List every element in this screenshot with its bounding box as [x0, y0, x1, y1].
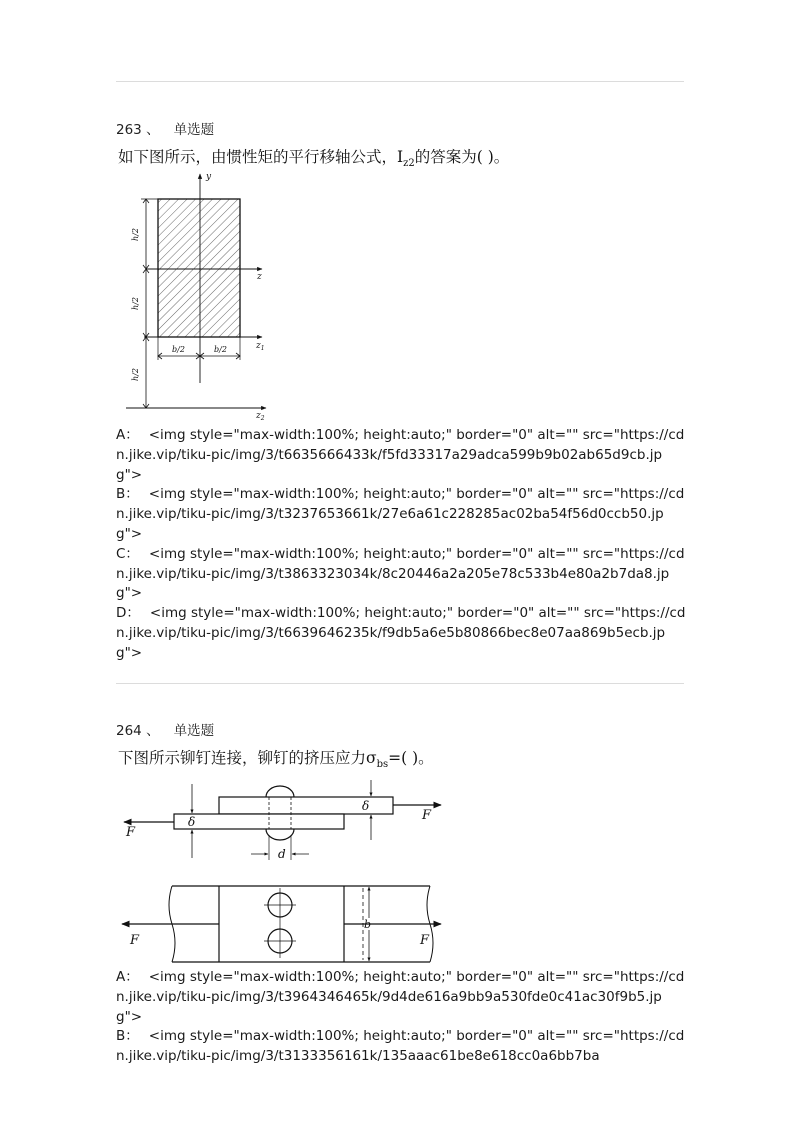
question-type: 单选题 — [173, 122, 215, 138]
question-header-264 — [116, 719, 214, 739]
z-axis-label: z — [257, 272, 262, 282]
lower-plate — [174, 814, 344, 829]
b-half-label-right: b/2 — [214, 345, 227, 354]
h-half-label-middle: h/2 — [131, 297, 140, 310]
force-label-right-top-view: F — [420, 933, 430, 948]
question-divider — [116, 683, 684, 684]
force-label-left: F — [126, 825, 136, 840]
force-label-left-top-view: F — [130, 933, 140, 948]
options-263 — [116, 426, 686, 664]
delta-label-upper: δ — [362, 799, 370, 813]
z1-axis-label: $z_1$ — [256, 341, 265, 352]
force-label-right: F — [422, 808, 432, 823]
option-a[interactable]: A： <img style="max-width:100%; height:auto;" border="0" alt="" src="https://cdn.jike.vip/tiku-pic/img/3/t6635666433k/f5fd33317a29adca599b9b02ab65d9cb.jpg"> — [116, 427, 685, 483]
question-type: 单选题 — [173, 723, 215, 739]
top-divider — [116, 81, 684, 82]
option-d[interactable]: D： <img style="max-width:100%; height:auto;" border="0" alt="" src="https://cdn.jike.vip/tiku-pic/img/3/t6639646235k/f9db5a6e5b80866bec8e07aa869b5ecb.jpg"> — [116, 605, 686, 661]
option-b[interactable]: B： <img style="max-width:100%; height:auto;" border="0" alt="" src="https://cdn.jike.vip/tiku-pic/img/3/t3133356161k/135aaac61be8e618cc0a6bb7ba — [116, 1028, 685, 1065]
h-half-label-lower: h/2 — [131, 368, 140, 381]
b-label: b — [364, 918, 372, 931]
question-header-263 — [116, 118, 214, 138]
options-264 — [116, 968, 686, 1067]
b-half-label-left: b/2 — [172, 345, 185, 354]
z2-axis-label: $z_2$ — [256, 411, 265, 422]
question-number: 264 、 — [116, 723, 160, 739]
delta-label-lower: δ — [188, 815, 196, 829]
hatched-section — [158, 199, 240, 337]
option-b[interactable]: B： <img style="max-width:100%; height:auto;" border="0" alt="" src="https://cdn.jike.vip/tiku-pic/img/3/t3237653661k/27e6a61c228285ac02ba54f56d0ccb50.jpg"> — [116, 486, 685, 542]
d-label: d — [278, 847, 286, 861]
question-stem-264: 下图所示铆钉连接，铆钉的挤压应力$\sigma_{bs}=$( )。 — [118, 749, 434, 771]
question-stem-263: 如下图所示，由惯性矩的平行移轴公式，$I_{z2}$的答案为( )。 — [118, 148, 510, 170]
rivet-head-bottom — [266, 829, 294, 840]
option-a[interactable]: A： <img style="max-width:100%; height:auto;" border="0" alt="" src="https://cdn.jike.vip/tiku-pic/img/3/t3964346465k/9d4de616a9bb9a530fde0c41ac30f9b5.jpg"> — [116, 969, 685, 1025]
h-half-label-upper: h/2 — [131, 228, 140, 241]
rivet-head-top — [266, 786, 294, 797]
rivet-joint-figure — [116, 778, 446, 968]
option-c[interactable]: C： <img style="max-width:100%; height:auto;" border="0" alt="" src="https://cdn.jike.vip/tiku-pic/img/3/t3863323034k/8c20446a2a205e78c533b4e80a2b7da8.jpg"> — [116, 545, 685, 602]
question-number: 263 、 — [116, 122, 160, 138]
inertia-rectangle-figure — [116, 168, 276, 422]
y-axis-label: y — [206, 172, 212, 182]
